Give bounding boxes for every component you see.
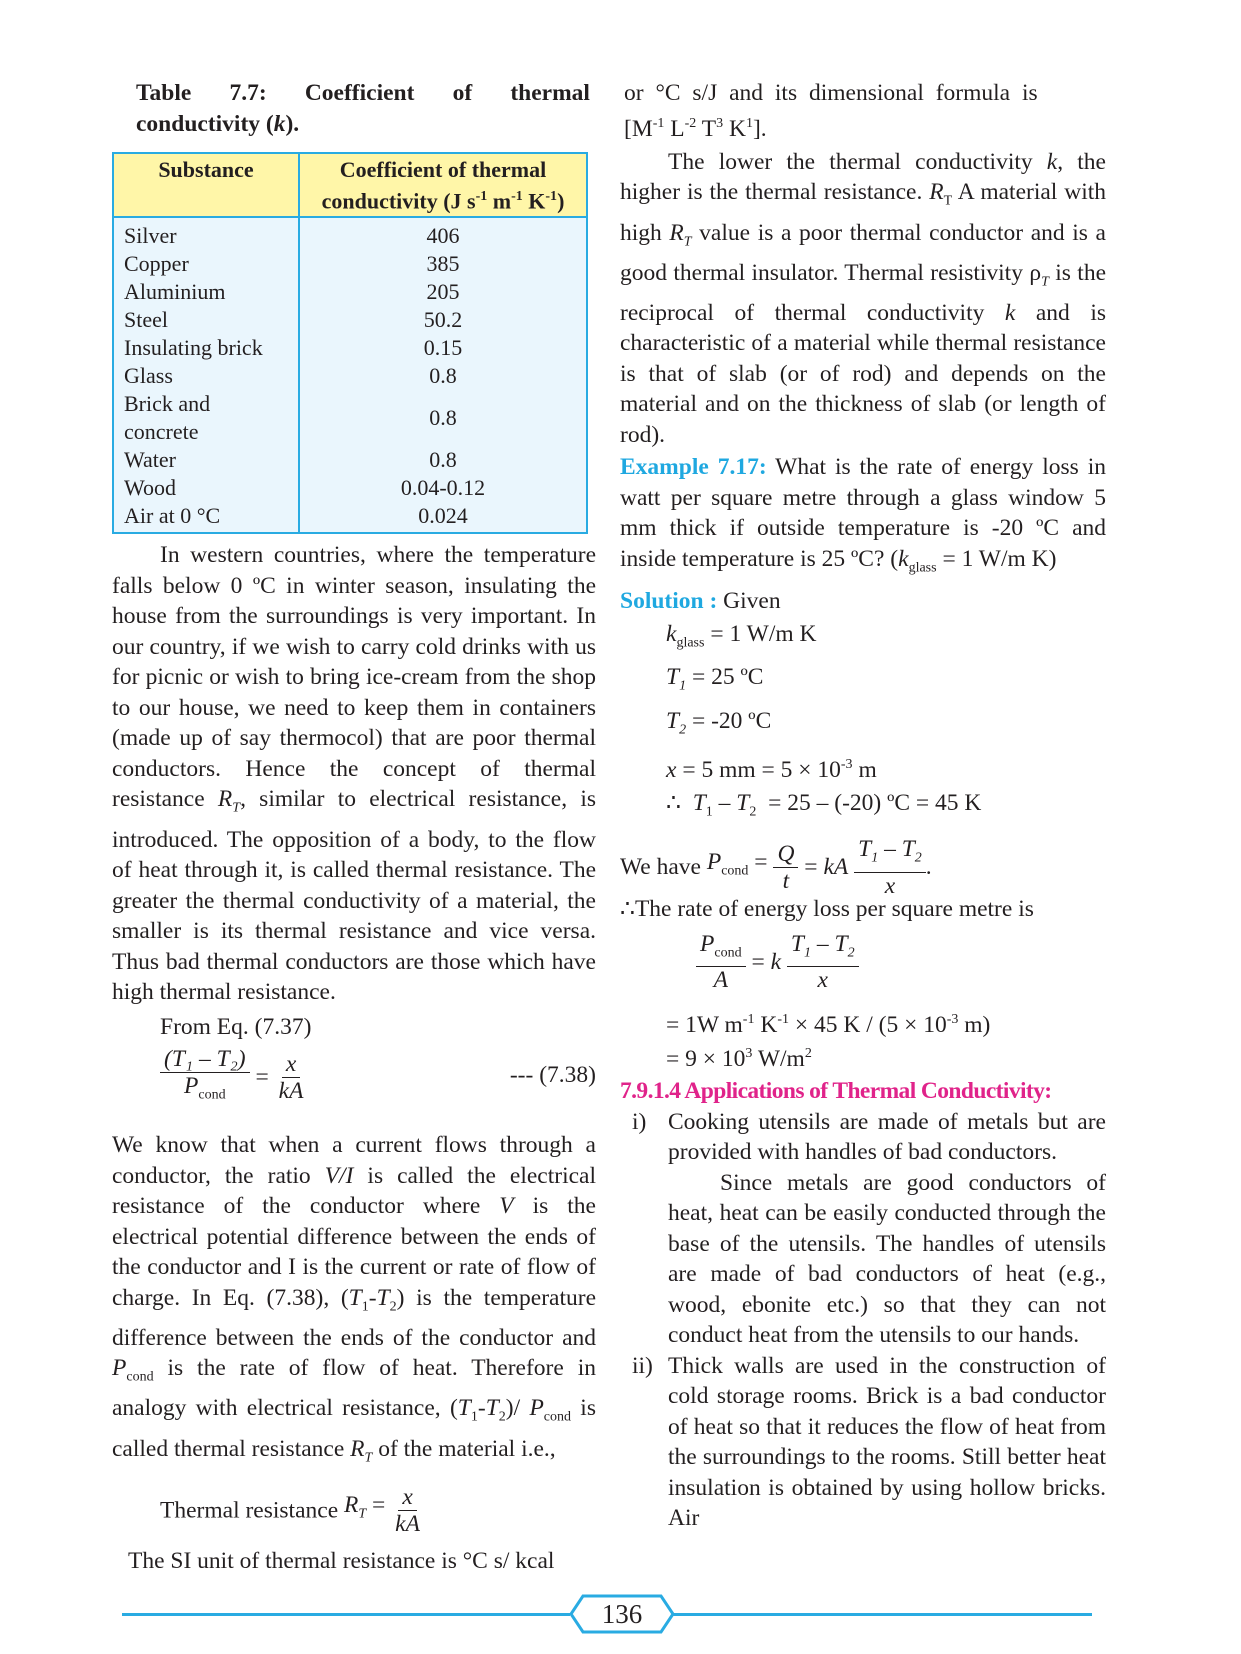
page-number: 136 (601, 1599, 643, 1629)
cell-substance: Silver (113, 217, 299, 250)
cell-substance: Aluminium (113, 278, 299, 306)
caption-word: Table (136, 80, 192, 106)
cell-value: 0.04-0.12 (299, 474, 587, 502)
given-values: $k_{glass} = 1$ W/m K $T_1 = 25$ ºC $T_2 = -20$ ºC x = 5 mm = $5 \times 10^{-3}$ m ∴ $T_1 - T_2 = 25 - (-20)$ ºC = 45 K (666, 620, 982, 821)
header-line: conductivity (J $s^{-1}$ $m^{-1}$ $K^{-1}$) (321, 188, 565, 214)
footer-rule-left (122, 1613, 570, 1616)
eq-numerator: x (282, 1051, 300, 1078)
cell-value: 385 (299, 250, 587, 278)
table-row (113, 446, 587, 474)
cell-substance: Insulating brick (113, 334, 299, 362)
cell-value: 205 (299, 278, 587, 306)
cell-substance: Water (113, 446, 299, 474)
table-row (113, 278, 587, 306)
example-7-17: Example 7.17: What is the rate of energy loss in watt per square metre through a glass window 5 mm thick if outside temperature is -20 ºC and inside temperature is 25 ºC? ($k_{glass} = 1$ W/m K) (620, 454, 1106, 576)
caption-word: of (452, 80, 473, 106)
page-number-badge (569, 1594, 675, 1634)
rate-per-area-formula: $\frac{P_{cond}}{A}$ = k $\frac{T_1 - T_2}{x}$ (696, 931, 1106, 995)
table-row (113, 217, 587, 250)
cell-value: 0.8 (299, 390, 587, 446)
footer-rule-right (672, 1613, 1092, 1616)
example-label: Example 7.17: (620, 454, 767, 481)
caption-text: conductivity ( (136, 111, 274, 137)
cell-value: 0.8 (299, 362, 587, 390)
list-item: ii) Thick walls are used in the construction of cold storage rooms. Brick is a bad conductor of heat so that it reduces the flow of heat from the surroundings to the rooms. Still better heat insulation is obtained by using hollow bricks. Air (620, 1351, 1106, 1534)
header-substance: Substance (113, 153, 299, 217)
section-heading: 7.9.1.4 Applications of Thermal Conductivity: (620, 1078, 1052, 1105)
eq-numerator: (T₁ – T₂) (160, 1046, 250, 1073)
list-item-paragraph: Since metals are good conductors of heat, heat can be easily conducted through the base of the utensils. The handles of utensils are made of bad conductors of heat (e.g., wood, ebonite etc.) so that they can not conduct heat from the utensils to our hands. (668, 1169, 1106, 1349)
eq-rhs-fraction (275, 1051, 308, 1104)
equation-7-38: $\frac{\text{(T₁ – T₂)}}{P_{cond}}$ = $\frac{x}{kA}$ --- (7.38) (160, 1046, 596, 1112)
si-unit-line: The SI unit of thermal resistance is °C s/ kcal (128, 1547, 555, 1574)
paragraph-insulation: In western countries, where the temperature falls below 0 ºC in winter season, insulating the house from the surroundings is very important. In our country, if we wish to carry cold drinks with us for picnic or wish to bring ice-cream from the shop to our house, we need to keep them in containers (made up of say thermocol) that are poor thermal conductors. Hence the concept of thermal resistance $R_T$, similar to electrical resistance, is introduced. The opposition of a body, to the flow of heat through it, is called thermal resistance. The greater the thermal conductivity of a material, the smaller is its thermal resistance and vice versa. Thus bad thermal conductors are those which have high thermal resistance. (112, 542, 596, 1006)
table-row (113, 362, 587, 390)
cell-substance: Brick and concrete (113, 390, 299, 446)
caption-word: Coefficient (304, 80, 415, 106)
thermal-resistance-formula: Thermal resistance $R_T$ = $\frac{x}{kA}$ (160, 1484, 596, 1546)
cell-value: 0.15 (299, 334, 587, 362)
cell-value: 0.024 (299, 502, 587, 533)
calculation: = 1W $m^{-1}$ $K^{-1} \times 45$ $K / (5 \times 10^{-3}$ m) = $9 \times 10^3$ $W/m^2$ (666, 1011, 991, 1073)
equation-number: --- (7.38) (509, 1062, 596, 1089)
list-item-text: Thick walls are used in the construction of cold storage rooms. Brick is a bad conductor of heat so that it reduces the flow of heat from the surroundings to the rooms. Still better heat insulation is obtained by using hollow bricks. Air (668, 1352, 1106, 1532)
cell-substance: Air at 0 °C (113, 502, 299, 533)
header-coefficient (299, 153, 587, 217)
table-row (113, 502, 587, 533)
header-line: Coefficient of thermal (339, 157, 547, 182)
caption-text: ). (285, 111, 300, 137)
from-eq-label: From Eq. (7.37) (160, 1013, 312, 1040)
list-item-text: Cooking utensils are made of metals but are provided with handles of bad conductors. (668, 1108, 1106, 1166)
list-item: i) Cooking utensils are made of metals but are provided with handles of bad conductors. Since metals are good conductors of heat, heat can be easily conducted through the base of the utensils. The handles of utensils are made of bad conductors of heat (e.g., wood, ebonite etc.) so that they can not conduct heat from the utensils to our hands. (620, 1107, 1106, 1351)
table-caption (136, 78, 590, 140)
table-row (113, 474, 587, 502)
cell-substance: Steel (113, 306, 299, 334)
table-row (113, 250, 587, 278)
cell-substance: Glass (113, 362, 299, 390)
paragraph-analogy: We know that when a current flows through a conductor, the ratio V/I is called the electrical resistance of the conductor where V is the electrical potential difference between the ends of the conductor and I is the current or rate of flow of charge. In Eq. (7.38), $(T_1-T_2)$ is the temperature difference between the ends of the conductor and $P_{cond}$ is the rate of flow of heat. Therefore in analogy with electrical resistance, $(T_1-T_2)/$ $P_{cond}$ is called thermal resistance $R_T$ of the material i.e., (112, 1132, 596, 1466)
eq-denominator: $P_{cond}$ (184, 1073, 226, 1103)
rate-formula: We have $P_{cond}$ = $\frac{Q}{t}$ = kA $\frac{T_1 - T_2}{x}$ . (620, 836, 932, 899)
resistance-fraction: $\frac{x}{kA}$ (395, 1483, 420, 1537)
caption-word: 7.7: (229, 80, 267, 106)
eq-denominator: kA (278, 1077, 304, 1104)
cell-substance: Wood (113, 474, 299, 502)
cell-value: 406 (299, 217, 587, 250)
cell-substance: Copper (113, 250, 299, 278)
caption-symbol: k (273, 111, 286, 137)
right-column (620, 78, 1106, 1534)
eq-lhs-fraction (160, 1046, 250, 1109)
left-column (112, 78, 596, 1576)
paragraph-resistivity: The lower the thermal conductivity k, the higher is the thermal resistance. $R_T$ A material with high $R_T$ value is a poor thermal conductor and is a good thermal insulator. Thermal resistivity $\rho_T$ is the reciprocal of thermal conductivity k and is characteristic of a material while thermal resistance is that of slab (or of rod) and depends on the material and on the thickness of slab (or length of rod). (620, 148, 1107, 448)
therefore-line: ∴The rate of energy loss per square metre is (620, 896, 1034, 923)
cell-value: 0.8 (299, 446, 587, 474)
dimensional-formula: [$M^{-1}$ $L^{-2}$ $T^3$ $K^1$]. (624, 115, 767, 142)
solution-heading: Solution : Given (620, 588, 781, 615)
table-row (113, 390, 587, 446)
conductivity-table (112, 152, 588, 534)
caption-word: thermal (510, 80, 590, 106)
continued-text: or °C s/J and its dimensional formula is (624, 80, 1038, 106)
cell-value: 50.2 (299, 306, 587, 334)
table-row (113, 334, 587, 362)
table-row (113, 306, 587, 334)
